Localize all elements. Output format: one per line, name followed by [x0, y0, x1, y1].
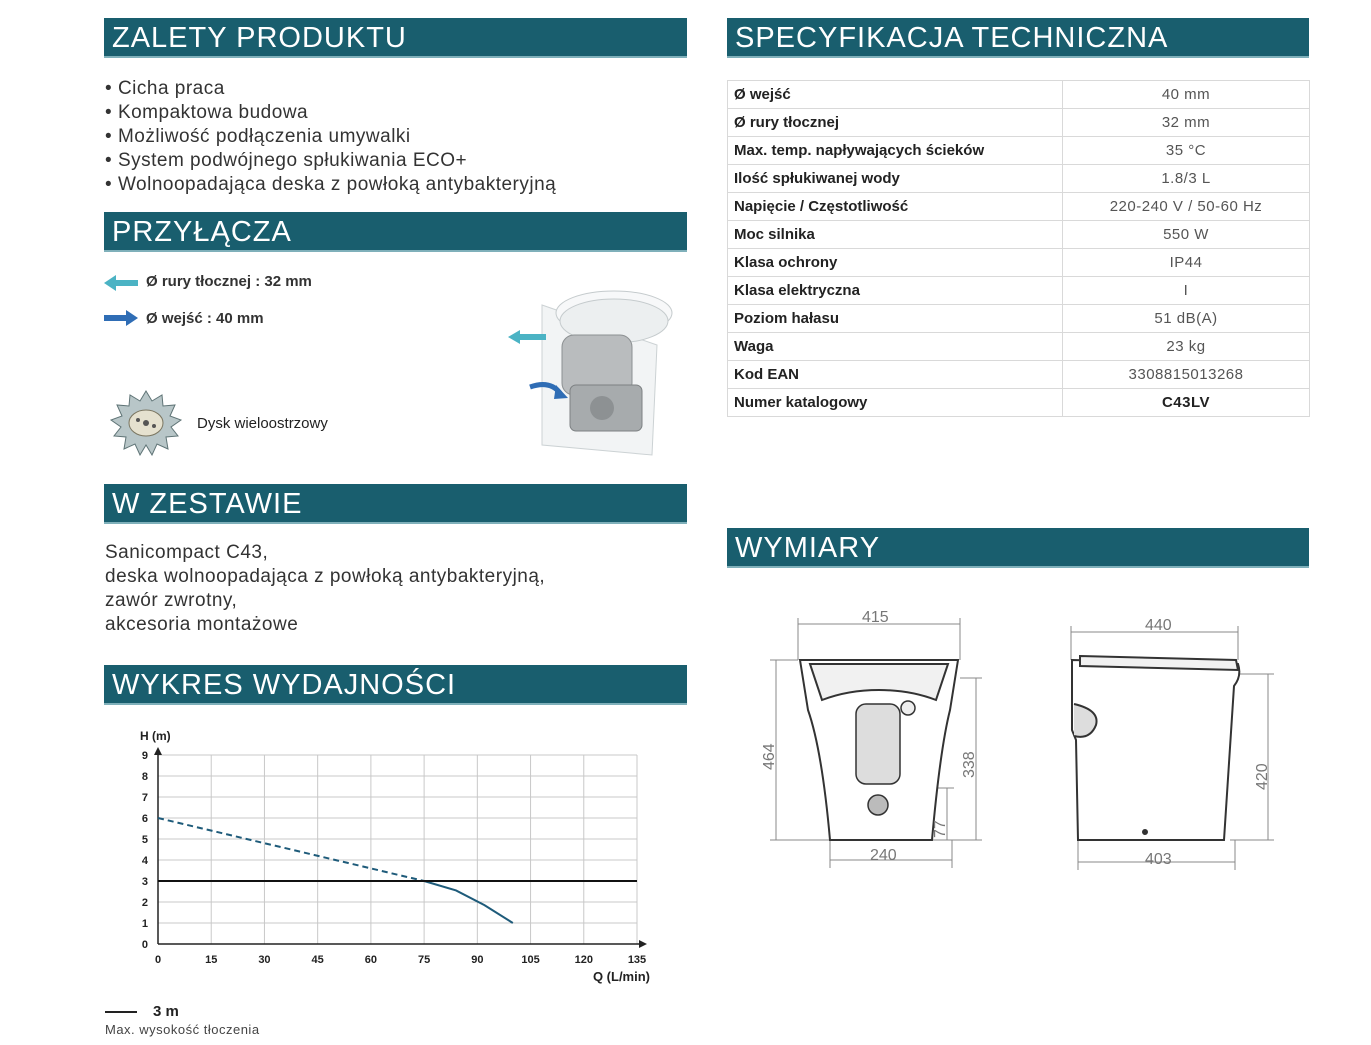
table-row [728, 249, 1310, 277]
dimensions-header: WYMIARY [727, 528, 1309, 568]
y-tick-label: 3 [141, 876, 148, 888]
x-axis-arrow-icon [639, 940, 647, 948]
y-tick-label: 9 [141, 750, 148, 762]
advantages-list [105, 77, 556, 197]
y-tick-label: 0 [141, 939, 148, 951]
table-row [728, 221, 1310, 249]
y-tick-label: 6 [141, 813, 148, 825]
spec-table [727, 80, 1310, 417]
outlet-label: Ø rury tłocznej : 32 mm [146, 273, 312, 290]
spec-key: Max. temp. napływających ścieków [728, 137, 1063, 165]
table-row [728, 109, 1310, 137]
spec-key: Napięcie / Częstotliwość [728, 193, 1063, 221]
spec-key: Ilość spłukiwanej wody [728, 165, 1063, 193]
x-tick-label: 0 [154, 954, 162, 966]
table-row [728, 333, 1310, 361]
y-tick-label: 4 [141, 855, 148, 867]
table-row [728, 305, 1310, 333]
spec-key: Kod EAN [728, 361, 1063, 389]
connections-header: PRZYŁĄCZA [104, 212, 687, 252]
front-inner-label: 338 [961, 751, 978, 778]
side-width-label: 440 [1145, 617, 1172, 634]
spec-value: 51 dB(A) [1063, 305, 1310, 333]
inlet-label: Ø wejść : 40 mm [146, 310, 264, 327]
spec-value: 1.8/3 L [1063, 165, 1310, 193]
kit-list [105, 541, 545, 637]
x-axis-label: Q (L/min) [592, 969, 650, 984]
spec-key: Moc silnika [728, 221, 1063, 249]
table-row [728, 277, 1310, 305]
list-item: zawór zwrotny, [105, 590, 238, 611]
y-tick-label: 7 [141, 792, 148, 804]
list-item: akcesoria montażowe [105, 614, 299, 635]
spec-key: Waga [728, 333, 1063, 361]
y-tick-label: 1 [141, 918, 148, 930]
spec-value: 32 mm [1063, 109, 1310, 137]
spec-key: Klasa elektryczna [728, 277, 1063, 305]
table-row [728, 137, 1310, 165]
legend-line-icon [105, 1009, 139, 1015]
inlet-arrow-icon [104, 309, 140, 327]
table-row [728, 165, 1310, 193]
spec-value: 40 mm [1063, 81, 1310, 109]
toilet-illustration [502, 265, 682, 465]
y-tick-label: 2 [141, 897, 148, 909]
x-tick-label: 90 [471, 954, 484, 966]
front-width-label: 415 [862, 609, 889, 626]
list-item: • Cicha praca [105, 77, 556, 101]
outlet-arrow-icon [104, 274, 140, 292]
blade-disc-icon [104, 390, 188, 456]
front-height-label: 464 [761, 743, 778, 770]
spec-value: 3308815013268 [1063, 361, 1310, 389]
list-item: • System podwójnego spłukiwania ECO+ [105, 149, 556, 173]
spec-key: Numer katalogowy [728, 389, 1063, 417]
x-tick-label: 105 [521, 954, 540, 966]
x-tick-label: 45 [311, 954, 324, 966]
performance-chart [110, 725, 670, 995]
side-height-label: 420 [1254, 763, 1271, 790]
x-tick-label: 75 [417, 954, 431, 966]
list-item: • Wolnoopadająca deska z powłoką antybakteryjną [105, 173, 556, 197]
table-row [728, 361, 1310, 389]
list-item: deska wolnoopadająca z powłoką antybakteryjną, [105, 566, 546, 587]
spec-header: SPECYFIKACJA TECHNICZNA [727, 18, 1309, 58]
spec-value: I [1063, 277, 1310, 305]
legend-caption: Max. wysokość tłoczenia [105, 1022, 260, 1037]
side-foot-label: 403 [1145, 851, 1172, 868]
front-base-label: 77 [932, 820, 949, 838]
list-item: Sanicompact C43, [105, 542, 269, 563]
y-axis-label: H (m) [140, 729, 171, 743]
spec-value: 23 kg [1063, 333, 1310, 361]
x-tick-label: 30 [258, 954, 271, 966]
y-axis-arrow-icon [154, 747, 162, 755]
series-line-dashed [158, 818, 424, 881]
spec-value: 550 W [1063, 221, 1310, 249]
list-item: • Możliwość podłączenia umywalki [105, 125, 556, 149]
y-tick-label: 8 [141, 771, 148, 783]
legend-label: 3 m [153, 1003, 179, 1020]
kit-header: W ZESTAWIE [104, 484, 687, 524]
table-row [728, 193, 1310, 221]
spec-key: Ø wejść [728, 81, 1063, 109]
table-row [728, 389, 1310, 417]
spec-value: IP44 [1063, 249, 1310, 277]
x-tick-label: 120 [574, 954, 593, 966]
spec-value: 35 °C [1063, 137, 1310, 165]
front-foot-label: 240 [870, 847, 897, 864]
x-tick-label: 60 [364, 954, 378, 966]
table-row [728, 81, 1310, 109]
x-tick-label: 15 [205, 954, 218, 966]
dimensions-drawing [740, 600, 1300, 890]
spec-value: 220-240 V / 50-60 Hz [1063, 193, 1310, 221]
blade-label: Dysk wieloostrzowy [197, 415, 328, 432]
chart-header: WYKRES WYDAJNOŚCI [104, 665, 687, 705]
spec-key: Ø rury tłocznej [728, 109, 1063, 137]
y-tick-label: 5 [141, 834, 148, 846]
advantages-header: ZALETY PRODUKTU [104, 18, 687, 58]
spec-value: C43LV [1063, 389, 1310, 417]
spec-key: Poziom hałasu [728, 305, 1063, 333]
x-tick-label: 135 [627, 954, 647, 966]
spec-key: Klasa ochrony [728, 249, 1063, 277]
list-item: • Kompaktowa budowa [105, 101, 556, 125]
